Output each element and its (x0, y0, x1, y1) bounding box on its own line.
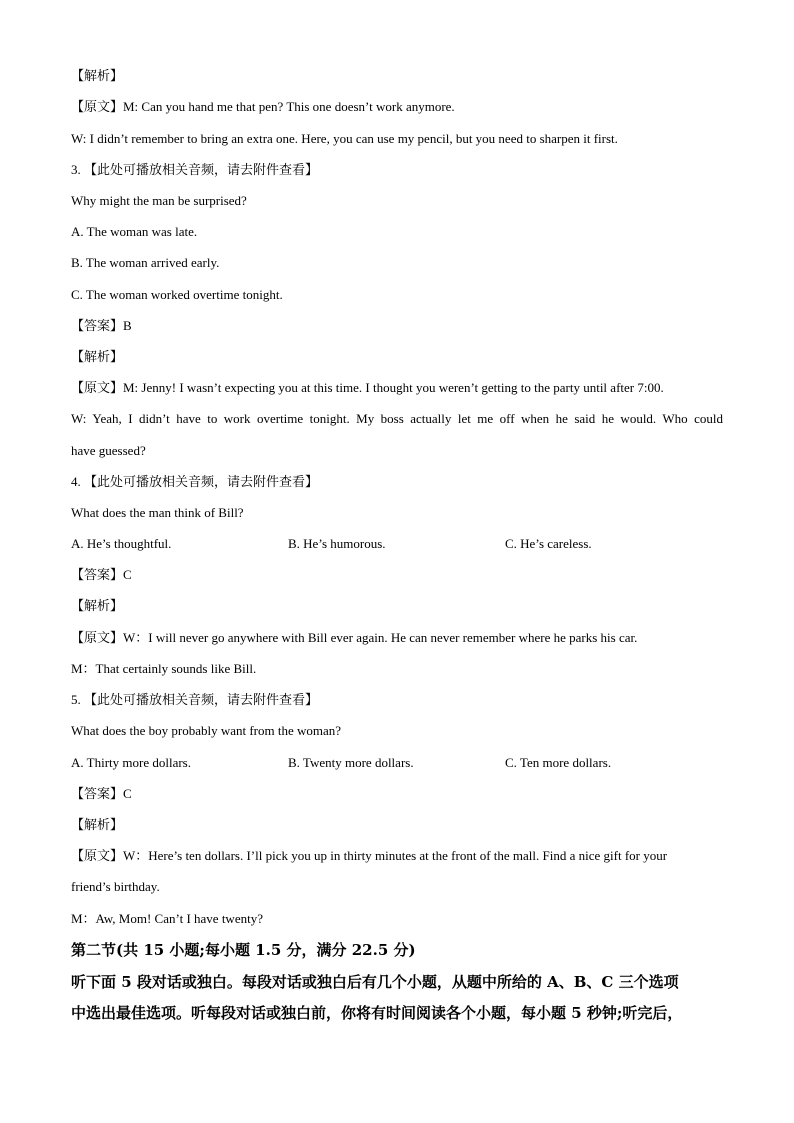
section-2-title: 第二节(共 15 小题;每小题 1.5 分，满分 22.5 分) (71, 941, 416, 959)
analysis-label: 【解析】 (71, 68, 124, 83)
transcript-line: W: I didn’t remember to bring an extra one. Here, you can use my pencil, but you need to sharpen it first. (71, 131, 618, 146)
question-4-answer: 【答案】C (71, 567, 132, 582)
question-5-option-c: C. Ten more dollars. (505, 755, 612, 770)
question-3-transcript: W: Yeah, I didn’t have to work overtime tonight. My boss actually let me off when he said he would. Who could (71, 411, 723, 426)
question-4-transcript: 【原文】W：I will never go anywhere with Bill ever again. He can never remember where he parks his car. (71, 630, 638, 645)
question-4-text: What does the man think of Bill? (71, 505, 244, 520)
section-2-instructions: 中选出最佳选项。听每段对话或独白前，你将有时间阅读各个小题，每小题 5 秒钟;听完后， (71, 1004, 683, 1022)
question-3-analysis: 【解析】 (71, 349, 124, 364)
question-3-text: Why might the man be surprised? (71, 193, 247, 208)
question-4-header: 4. 【此处可播放相关音频，请去附件查看】 (71, 474, 319, 489)
question-4-option-c: C. He’s careless. (505, 536, 592, 551)
question-5-option-b: B. Twenty more dollars. (288, 755, 414, 770)
question-3-transcript: 【原文】M: Jenny! I wasn’t expecting you at this time. I thought you weren’t getting to the party until after 7:00. (71, 380, 664, 395)
transcript-line: 【原文】M: Can you hand me that pen? This one doesn’t work anymore. (71, 99, 455, 114)
question-5-transcript: friend’s birthday. (71, 879, 160, 894)
question-3-option-b: B. The woman arrived early. (71, 255, 220, 270)
question-3-option-c: C. The woman worked overtime tonight. (71, 287, 283, 302)
question-5-answer: 【答案】C (71, 786, 132, 801)
question-3-header: 3. 【此处可播放相关音频，请去附件查看】 (71, 162, 319, 177)
question-4-transcript: M：That certainly sounds like Bill. (71, 661, 257, 676)
question-4-option-b: B. He’s humorous. (288, 536, 386, 551)
question-5-transcript: 【原文】W：Here’s ten dollars. I’ll pick you up in thirty minutes at the front of the mall. Find a nice gift for your (71, 848, 668, 863)
question-4-analysis: 【解析】 (71, 598, 124, 613)
question-3-option-a: A. The woman was late. (71, 224, 198, 239)
question-5-transcript: M：Aw, Mom! Can’t I have twenty? (71, 911, 263, 926)
question-3-answer: 【答案】B (71, 318, 132, 333)
question-5-option-a: A. Thirty more dollars. (71, 755, 191, 770)
question-4-option-a: A. He’s thoughtful. (71, 536, 172, 551)
question-3-transcript: have guessed? (71, 443, 146, 458)
question-5-analysis: 【解析】 (71, 817, 124, 832)
section-2-instructions: 听下面 5 段对话或独白。每段对话或独白后有几个小题，从题中所给的 A、B、C 三个选项 (71, 973, 679, 991)
question-5-text: What does the boy probably want from the woman? (71, 723, 342, 738)
question-5-header: 5. 【此处可播放相关音频，请去附件查看】 (71, 692, 319, 707)
